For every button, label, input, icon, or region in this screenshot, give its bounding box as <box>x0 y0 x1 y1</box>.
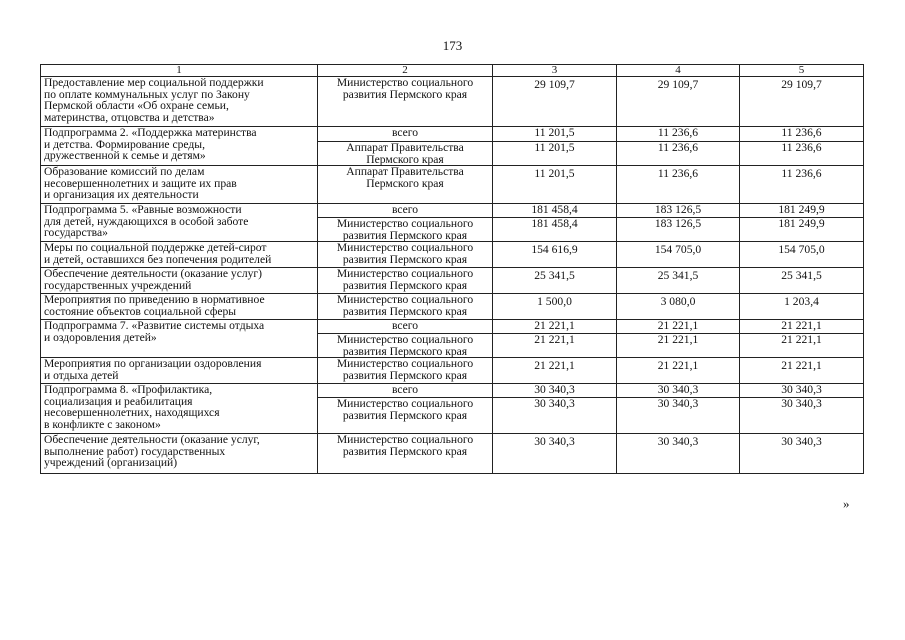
value-cell-col3: 1 500,0 <box>493 294 617 320</box>
value-cell-col5: 21 221,1 <box>740 358 864 384</box>
table-row <box>41 166 864 204</box>
value-cell-col5: 30 340,3 <box>740 384 864 398</box>
organization-cell: Министерство социального развития Пермского края <box>318 434 493 474</box>
value-cell-col5: 181 249,9 <box>740 218 864 242</box>
organization-cell: Аппарат Правительства Пермского края <box>318 166 493 204</box>
column-header: 1 <box>41 65 318 77</box>
value-cell-col4: 11 236,6 <box>617 127 740 142</box>
value-cell-col4: 21 221,1 <box>617 358 740 384</box>
program-name-cell: Мероприятия по организации оздоровления и отдыха детей <box>41 358 318 384</box>
value-cell-col4: 11 236,6 <box>617 142 740 166</box>
table-row <box>41 320 864 334</box>
program-name-cell: Подпрограмма 7. «Развитие системы отдыха и оздоровления детей» <box>41 320 318 358</box>
table-row <box>41 358 864 384</box>
organization-cell: Министерство социального развития Пермского края <box>318 398 493 434</box>
value-cell-col5: 11 236,6 <box>740 166 864 204</box>
table-row <box>41 242 864 268</box>
value-cell-col3: 11 201,5 <box>493 142 617 166</box>
table-row <box>41 434 864 474</box>
value-cell-col3: 21 221,1 <box>493 334 617 358</box>
value-cell-col4: 30 340,3 <box>617 398 740 434</box>
value-cell-col3: 30 340,3 <box>493 398 617 434</box>
budget-table <box>40 64 864 474</box>
organization-cell: Аппарат Правительства Пермского края <box>318 142 493 166</box>
value-cell-col4: 21 221,1 <box>617 320 740 334</box>
organization-cell: всего <box>318 384 493 398</box>
value-cell-col4: 30 340,3 <box>617 434 740 474</box>
value-cell-col3: 181 458,4 <box>493 204 617 218</box>
value-cell-col3: 181 458,4 <box>493 218 617 242</box>
organization-cell: всего <box>318 127 493 142</box>
value-cell-col5: 25 341,5 <box>740 268 864 294</box>
value-cell-col3: 29 109,7 <box>493 77 617 127</box>
value-cell-col3: 11 201,5 <box>493 127 617 142</box>
value-cell-col5: 30 340,3 <box>740 398 864 434</box>
column-header: 2 <box>318 65 493 77</box>
value-cell-col4: 25 341,5 <box>617 268 740 294</box>
column-header-row <box>41 65 864 77</box>
value-cell-col4: 183 126,5 <box>617 218 740 242</box>
program-name-cell: Меры по социальной поддержке детей-сирот и детей, оставшихся без попечения родителей <box>41 242 318 268</box>
program-name-cell: Подпрограмма 8. «Профилактика, социализация и реабилитация несовершеннолетних, находящихся в конфликте с законом» <box>41 384 318 434</box>
value-cell-col3: 21 221,1 <box>493 358 617 384</box>
table-row <box>41 294 864 320</box>
organization-cell: Министерство социального развития Пермского края <box>318 268 493 294</box>
program-name-cell: Мероприятия по приведению в нормативное состояние объектов социальной сферы <box>41 294 318 320</box>
value-cell-col3: 25 341,5 <box>493 268 617 294</box>
organization-cell: Министерство социального развития Пермского края <box>318 358 493 384</box>
value-cell-col4: 21 221,1 <box>617 334 740 358</box>
table-row <box>41 384 864 398</box>
program-name-cell: Подпрограмма 5. «Равные возможности для детей, нуждающихся в особой заботе государства» <box>41 204 318 242</box>
value-cell-col4: 30 340,3 <box>617 384 740 398</box>
value-cell-col5: 21 221,1 <box>740 334 864 358</box>
program-name-cell: Подпрограмма 2. «Поддержка материнства и детства. Формирование среды, дружественной к семье и детям» <box>41 127 318 166</box>
program-name-cell: Обеспечение деятельности (оказание услуг, выполнение работ) государственных учреждений (организаций) <box>41 434 318 474</box>
value-cell-col5: 21 221,1 <box>740 320 864 334</box>
page-number: 173 <box>442 38 463 53</box>
value-cell-col5: 181 249,9 <box>740 204 864 218</box>
program-name-cell: Обеспечение деятельности (оказание услуг) государственных учреждений <box>41 268 318 294</box>
value-cell-col5: 154 705,0 <box>740 242 864 268</box>
value-cell-col3: 30 340,3 <box>493 434 617 474</box>
organization-cell: Министерство социального развития Пермского края <box>318 294 493 320</box>
column-header: 5 <box>740 65 864 77</box>
organization-cell: Министерство социального развития Пермского края <box>318 77 493 127</box>
column-header: 3 <box>493 65 617 77</box>
program-name-cell: Образование комиссий по делам несовершеннолетних и защите их прав и организация их деятельности <box>41 166 318 204</box>
table-row <box>41 268 864 294</box>
value-cell-col3: 30 340,3 <box>493 384 617 398</box>
organization-cell: Министерство социального развития Пермского края <box>318 218 493 242</box>
value-cell-col5: 11 236,6 <box>740 127 864 142</box>
program-name-cell: Предоставление мер социальной поддержки по оплате коммунальных услуг по Закону Пермской области «Об охране семьи, материнства, отцовства и детства» <box>41 77 318 127</box>
table-row <box>41 127 864 142</box>
value-cell-col4: 29 109,7 <box>617 77 740 127</box>
value-cell-col4: 183 126,5 <box>617 204 740 218</box>
organization-cell: всего <box>318 320 493 334</box>
value-cell-col4: 154 705,0 <box>617 242 740 268</box>
value-cell-col3: 21 221,1 <box>493 320 617 334</box>
column-header: 4 <box>617 65 740 77</box>
closing-quote-mark: » <box>843 496 850 511</box>
value-cell-col5: 1 203,4 <box>740 294 864 320</box>
value-cell-col5: 11 236,6 <box>740 142 864 166</box>
value-cell-col5: 29 109,7 <box>740 77 864 127</box>
value-cell-col3: 154 616,9 <box>493 242 617 268</box>
table-row <box>41 204 864 218</box>
organization-cell: Министерство социального развития Пермского края <box>318 334 493 358</box>
value-cell-col4: 11 236,6 <box>617 166 740 204</box>
value-cell-col4: 3 080,0 <box>617 294 740 320</box>
organization-cell: Министерство социального развития Пермского края <box>318 242 493 268</box>
value-cell-col3: 11 201,5 <box>493 166 617 204</box>
value-cell-col5: 30 340,3 <box>740 434 864 474</box>
organization-cell: всего <box>318 204 493 218</box>
table-row <box>41 77 864 127</box>
